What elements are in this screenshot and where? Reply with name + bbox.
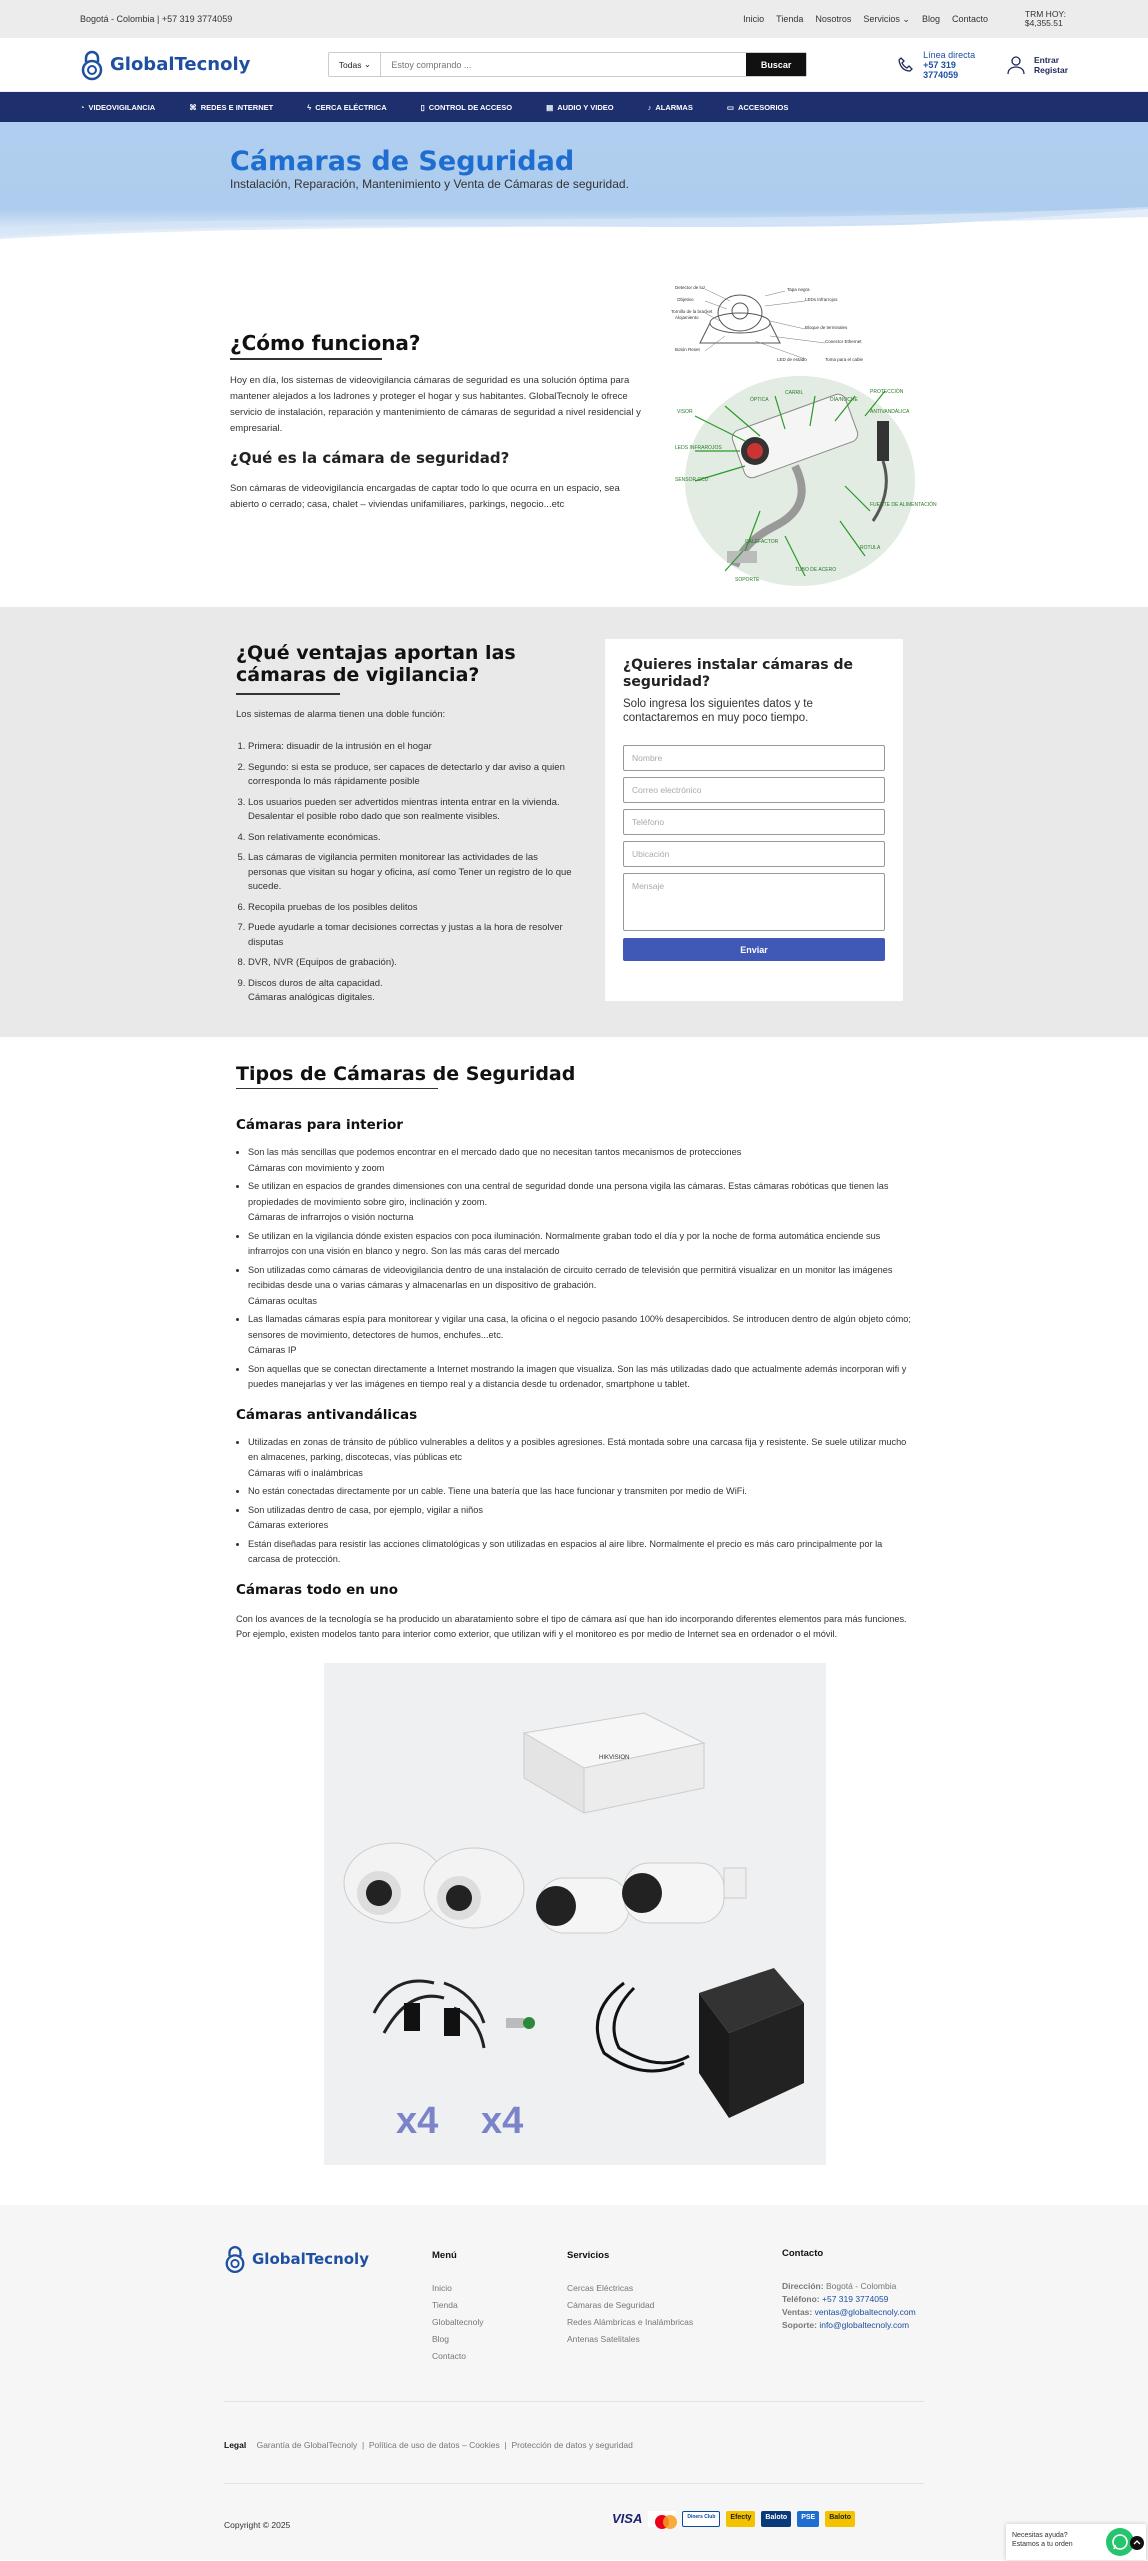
footer-link[interactable]: Blog [432, 2334, 450, 2344]
list-item-text: Son utilizadas como cámaras de videovigilancia dentro de una instalación de circuito cerrado de televisión que permitirá visualizar en un monitor las imágenes recibidas desde una o varias cámaras y almacenarlas en un dispositivo de grabación. [248, 1264, 893, 1290]
nav-label: ALARMAS [655, 102, 693, 112]
diagram-label: Objetivo [677, 297, 694, 302]
list-item [248, 1179, 912, 1226]
list-item-text: Se utilizan en la vigilancia dónde existen espacios con poca iluminación. Normalmente graban todo el día y por la noche de forma automática enciende sus infrarrojos con una visión en blanco y negro. Son las más caras del mercado [248, 1230, 881, 1256]
site-logo[interactable] [80, 50, 250, 80]
phone-field[interactable]: Teléfono [623, 809, 885, 835]
chat-line: Estamos a tu orden [1012, 2541, 1073, 2548]
footer-support [782, 2319, 916, 2332]
submit-button[interactable]: Enviar [623, 938, 885, 961]
list-item [248, 1312, 912, 1359]
footer-contact [782, 2247, 916, 2332]
list-item-text: Utilizadas en zonas de tránsito de público vulnerables a delitos y a posibles agresiones. Está montada sobre una carcasa fija y resistente. Se suele utilizar mucho en almacenes, parking, discotecas, vías públicas etc [248, 1436, 907, 1462]
location-field[interactable]: Ubicación [623, 841, 885, 867]
topbar-location: Bogotá - Colombia | +57 319 3774059 [80, 14, 233, 24]
baloto-icon: Baloto [825, 2511, 855, 2527]
lock-logo-icon [80, 50, 104, 80]
main-nav [0, 92, 1148, 122]
vandal-list [236, 1435, 912, 1568]
top-bar [0, 0, 1148, 38]
list-item-subtitle: Cámaras ocultas [248, 1295, 317, 1306]
trm-widget [1025, 10, 1066, 28]
footer-legal: Legal Garantía de GlobalTecnoly | Política de uso de datos – Cookies | Protección de datos y seguridad [224, 2440, 633, 2450]
email-field[interactable]: Correo electrónico [623, 777, 885, 803]
how-it-works-section [0, 247, 1148, 607]
logo-text: GlobalTecnoly [252, 2250, 369, 2268]
nav-label: REDES E INTERNET [200, 102, 274, 112]
footer-divider [224, 2401, 924, 2402]
list-item: 8. DVR, NVR (Equipos de grabación). [248, 956, 576, 971]
network-icon: ⌘ [189, 102, 197, 112]
list-item-subtitle: Cámaras de infrarrojos o visión nocturna [248, 1212, 414, 1222]
camera-types-section [0, 1063, 1148, 2165]
kit-quantity-label: x4 [396, 2099, 439, 2142]
phone-icon [897, 56, 915, 74]
footer-link[interactable]: Contacto [432, 2351, 467, 2361]
diagram-label: Alojamiento [675, 315, 699, 320]
diagram-label: FUENTE DE ALIMENTACIÓN [870, 502, 937, 508]
efecty-icon: Efecty [726, 2511, 755, 2527]
list-item: 2. Segundo: si esta se produce, ser capaces de detectarlo y dar aviso a quien corresponda lo más rápidamente posible [248, 761, 576, 790]
nav-accesorios[interactable] [727, 103, 789, 112]
footer-phone [782, 2293, 916, 2306]
list-item-text: Se utilizan en espacios de grandes dimensiones con una central de seguridad donde una persona vigila las cámaras. Estas cámaras robóticas que tienen las propiedades de movimiento sobre giro, inclinación y zoom. [248, 1181, 889, 1207]
access-icon: ▯ [420, 102, 425, 112]
diagram-label: ÓPTICA [750, 397, 769, 403]
list-item-text: Están diseñadas para resistir las acciones climatológicas y son utilizadas en espacios al aire libre. Normalmente el precio es más caro principalmente por la carcasa de protección. [248, 1538, 883, 1564]
how-title: ¿Cómo funciona? [230, 331, 421, 355]
pse-icon: PSE [797, 2511, 819, 2527]
phone-number: +57 319 3774059 [923, 59, 959, 80]
sales-label: Ventas: [782, 2307, 813, 2317]
diagram-label: Detector de luz [675, 285, 706, 290]
footer-link[interactable]: Cercas Eléctricas [567, 2283, 634, 2293]
diagram-label: SOPORTE [735, 577, 760, 583]
diagram-label: PROTECCIÓN [870, 389, 904, 395]
allinone-title: Cámaras todo en uno [236, 1581, 399, 1598]
list-item-subtitle: Cámaras wifi o inalámbricas [248, 1467, 363, 1478]
contact-form [605, 639, 903, 1001]
advantages-section [0, 607, 1148, 1037]
kit-quantity-label: x4 [481, 2099, 524, 2142]
list-item-text: Discos duros de alta capacidad. [248, 977, 383, 989]
list-item-subtitle: Cámaras IP [248, 1345, 297, 1355]
diagram-label: Toma para el cable [825, 357, 864, 362]
title-underline [230, 358, 382, 360]
header-account[interactable] [1006, 55, 1068, 75]
form-title: ¿Quieres instalar cámaras de seguridad? [623, 657, 854, 690]
list-item-text: Son las más sencillas que podemos encontrar en el mercado dado que no necesitan tantos mecanismos de protecciones [248, 1147, 742, 1157]
list-item: 4. Son relativamente económicas. [248, 831, 576, 846]
nav-control-acceso[interactable] [421, 103, 512, 112]
interior-title: Cámaras para interior [236, 1117, 404, 1133]
camera-icon: ◔ [80, 102, 85, 112]
sales-email-link[interactable]: ventas@globaltecnoly.com [814, 2307, 916, 2317]
list-item [248, 977, 576, 1006]
list-item [248, 1503, 912, 1534]
diagram-label: Botón Reset [675, 347, 700, 352]
list-item-text: No están conectadas directamente por un cable. Tiene una batería que las hace funcionar y transmiten por medio de WiFi. [248, 1486, 747, 1496]
phone-label: Teléfono: [782, 2294, 820, 2304]
footer-menu-title: Menú [432, 2250, 457, 2261]
list-item-subtitle: Cámaras con movimiento y zoom [248, 1162, 385, 1173]
title-underline [236, 1088, 438, 1089]
what-text: Son cámaras de videovigilancia encargadas de captar todo lo que ocurra en un espacio, sea abierto o cerrado; casa, chalet – viviendas unifamiliares, parkings, negocio...etc [230, 483, 620, 510]
advantages-title: ¿Qué ventajas aportan las cámaras de vigilancia? [236, 642, 516, 686]
diagram-label: ANTIVANDÁLICA [870, 409, 910, 415]
advantages-list [236, 740, 576, 1012]
mastercard-icon [648, 2511, 676, 2527]
support-email-link[interactable]: info@globaltecnoly.com [819, 2320, 910, 2330]
list-item-subtitle: Cámaras exteriores [248, 1520, 329, 1530]
legal-link[interactable]: Política de uso de datos – Cookies [368, 2440, 500, 2450]
topbar-link-servicios[interactable] [863, 14, 910, 25]
list-item: 5. Las cámaras de vigilancia permiten monitorear las actividades de las personas que visitan su hogar y oficina, así como Tener un registro de lo que sucede. [248, 851, 576, 895]
allinone-text-1: Con los avances de la tecnología se ha producido un abaratamiento sobre el tipo de cámara así que han ido incorporando diferentes elementos para más funciones. [236, 1613, 907, 1624]
diners-icon: Diners Club [682, 2511, 720, 2527]
list-item-text: Son aquellas que se conectan directamente a Internet mostrando la imagen que visualiza. Son las más utilizadas dado que actualmente además incorporan wifi y puedes manejarlas y ver las imágenes en tiempo real y a distancia desde tu ordenador, smartphone u tablet. [248, 1363, 907, 1389]
diagram-label: DÍA/NOCHE [830, 397, 858, 403]
interior-list [236, 1145, 912, 1393]
diagram-label: CALEFACTOR [745, 539, 779, 545]
search-input[interactable] [381, 53, 746, 76]
list-item [248, 1145, 912, 1176]
legal-link[interactable]: Protección de datos y seguridad [511, 2440, 633, 2450]
payment-methods [612, 2511, 855, 2527]
trm-value: $4,355.51 [1024, 18, 1063, 28]
chevron-down-icon: ⌄ [902, 13, 910, 24]
hero-banner [0, 122, 1148, 247]
advantages-intro: Los sistemas de alarma tienen una doble función: [236, 709, 446, 720]
logo-text: GlobalTecnoly [110, 54, 251, 75]
topbar-link-contacto[interactable]: Contacto [951, 14, 988, 24]
list-item [248, 1537, 912, 1568]
topbar-link-inicio[interactable]: Inicio [743, 14, 765, 24]
search-category-label: Todas [338, 59, 362, 70]
nav-label: CONTROL DE ACCESO [428, 102, 513, 112]
list-item-text: Son utilizadas dentro de casa, por ejemplo, vigilar a niños [248, 1504, 483, 1515]
diagram-label: LEDS INFRAROJOS [675, 445, 722, 451]
copyright: Copyright © 2025 [224, 2520, 291, 2530]
topbar-link-blog[interactable]: Blog [921, 14, 940, 24]
legal-label: Legal [224, 2440, 247, 2450]
nav-label: VIDEOVIGILANCIA [88, 102, 156, 112]
search-bar [328, 52, 807, 77]
footer-link[interactable]: Tienda [432, 2300, 458, 2310]
footer-link[interactable]: Inicio [432, 2283, 452, 2293]
list-item [248, 1435, 912, 1482]
vandal-title: Cámaras antivandálicas [236, 1406, 418, 1423]
title-underline [236, 693, 340, 695]
header [0, 38, 1148, 92]
footer-logo[interactable] [224, 2245, 404, 2273]
list-item [248, 1484, 912, 1500]
footer-menu [432, 2247, 484, 2365]
list-item-text: Las llamadas cámaras espía para monitorear y vigilar una casa, la oficina o el negocio pasando 100% desapercibidos. Se introducen dentro de algún objeto cómo; sensores de movimiento, detectores de humos, enchufes...etc. [248, 1314, 911, 1340]
nav-audio-video[interactable] [546, 103, 614, 112]
speaker-icon: ▤ [546, 102, 554, 112]
topbar-link-nosotros[interactable]: Nosotros [815, 14, 852, 24]
chat-line: Necesitas ayuda? [1012, 2532, 1068, 2539]
list-item [248, 1362, 912, 1393]
nav-label: AUDIO Y VIDEO [557, 102, 614, 112]
camera-kit-image [324, 1663, 826, 2165]
message-field[interactable]: Mensaje [623, 873, 885, 931]
footer-divider [224, 2483, 924, 2484]
page-subtitle: Instalación, Reparación, Mantenimiento y Venta de Cámaras de seguridad. [230, 177, 629, 191]
diagram-label: LEDs Infrarrojos [805, 297, 838, 302]
list-item: 3. Los usuarios pueden ser advertidos mientras intenta entrar en la vivienda. Desalentar el posible robo dado que son realmente visibles. [248, 796, 576, 825]
nav-alarmas[interactable] [648, 103, 693, 112]
how-text: Hoy en día, los sistemas de videovigilancia cámaras de seguridad es una solución óptima para mantener alejados a los ladrones y proteger el hogar y sus habitantes. GlobalTecnoly le ofrece servicio de instalación, reparación y mantenimiento de cámaras de seguridad a nivel residencial y empresarial. [230, 375, 641, 434]
footer-link[interactable]: Cámaras de Seguridad [567, 2300, 655, 2310]
nav-redes[interactable] [189, 103, 273, 112]
diagram-label: Tapa negra [787, 287, 810, 292]
bolt-icon: ϟ [307, 102, 312, 112]
visa-icon: VISA [612, 2511, 643, 2526]
list-item: 7. Puede ayudarle a tomar decisiones correctas y justas a la hora de resolver disputas [248, 921, 576, 950]
diagram-label: Bloque de terminales [805, 325, 848, 330]
diagram-label: SENSOR CCD [675, 477, 709, 483]
lock-logo-icon [224, 2245, 246, 2273]
diagram-label: CARRIL [785, 390, 804, 396]
nav-videovigilancia[interactable] [80, 103, 155, 112]
login-link[interactable]: Entrar [1033, 54, 1060, 65]
address-value: Bogotá - Colombia [825, 2281, 897, 2291]
diagram-label: Tornillo de la bracket [671, 309, 713, 314]
diagram-label: LED de estado [777, 357, 807, 362]
footer-contact-title: Contacto [782, 2248, 824, 2259]
page-title: Cámaras de Seguridad [230, 146, 575, 177]
footer-services-title: Servicios [567, 2250, 610, 2261]
types-title: Tipos de Cámaras de Seguridad [236, 1063, 576, 1085]
register-link[interactable]: Registar [1033, 64, 1068, 75]
user-icon [1006, 55, 1026, 75]
diagram-label: TUBO DE ACERO [795, 567, 837, 573]
form-subtitle: Solo ingresa los siguientes datos y te contactaremos en muy poco tiempo. [623, 698, 813, 724]
topbar-links [743, 14, 988, 25]
footer-link[interactable]: Redes Alámbricas e Inalámbricas [567, 2317, 694, 2327]
header-phone[interactable] [897, 50, 982, 80]
allinone-text-2: Por ejemplo, existen modelos tanto para interior como exterior, que utilizan wifi y el monitoreo es por medio de Internet sea en ordenador o el móvil. [236, 1629, 838, 1639]
scroll-top-icon[interactable] [1130, 2536, 1144, 2550]
box-icon: ▭ [726, 102, 734, 112]
phone-link[interactable]: +57 319 3774059 [822, 2294, 889, 2304]
nav-label: ACCESORIOS [737, 102, 789, 112]
search-category-select[interactable] [329, 53, 381, 76]
camera-kit-illustration [324, 1663, 826, 2165]
support-label: Soporte: [782, 2320, 817, 2330]
list-item-text: Cámaras analógicas digitales. [248, 992, 375, 1003]
footer-link[interactable]: Globaltecnoly [432, 2317, 484, 2327]
allinone-text [236, 1612, 912, 1643]
kit-brand-label: HIKVISION [599, 1754, 630, 1761]
baloto-icon: Baloto [761, 2511, 791, 2527]
chevron-down-icon: ⌄ [363, 59, 371, 69]
hero-wave [0, 207, 1148, 247]
address-label: Dirección: [782, 2281, 824, 2291]
diagram-label: ROTULA [860, 545, 881, 551]
legal-link[interactable]: Garantía de GlobalTecnoly [256, 2440, 358, 2450]
footer-link[interactable]: Antenas Satelitales [567, 2334, 640, 2344]
topbar-link-tienda[interactable]: Tienda [776, 14, 804, 24]
list-item [248, 1263, 912, 1310]
list-item [248, 1229, 912, 1260]
search-button[interactable]: Buscar [746, 53, 806, 76]
footer-services [567, 2247, 693, 2348]
name-field[interactable]: Nombre [623, 745, 885, 771]
footer [0, 2205, 1148, 2560]
trm-label: TRM HOY: [1024, 9, 1066, 19]
phone-label: Línea directa [923, 49, 976, 60]
list-item: 6. Recopila pruebas de los posibles delitos [248, 901, 576, 916]
alarm-icon: ♪ [647, 102, 652, 112]
what-title: ¿Qué es la cámara de seguridad? [230, 449, 510, 467]
diagram-label: Conector Ethernet [825, 339, 862, 344]
servicios-label: Servicios [863, 13, 900, 24]
list-item: 1. Primera: disuadir de la intrusión en el hogar [248, 740, 576, 755]
camera-diagram [665, 281, 937, 591]
nav-label: CERCA ELÉCTRICA [315, 102, 387, 112]
diagram-label: VISOR [677, 409, 693, 415]
footer-address [782, 2280, 916, 2293]
nav-cerca[interactable] [307, 103, 386, 112]
footer-sales [782, 2306, 916, 2319]
